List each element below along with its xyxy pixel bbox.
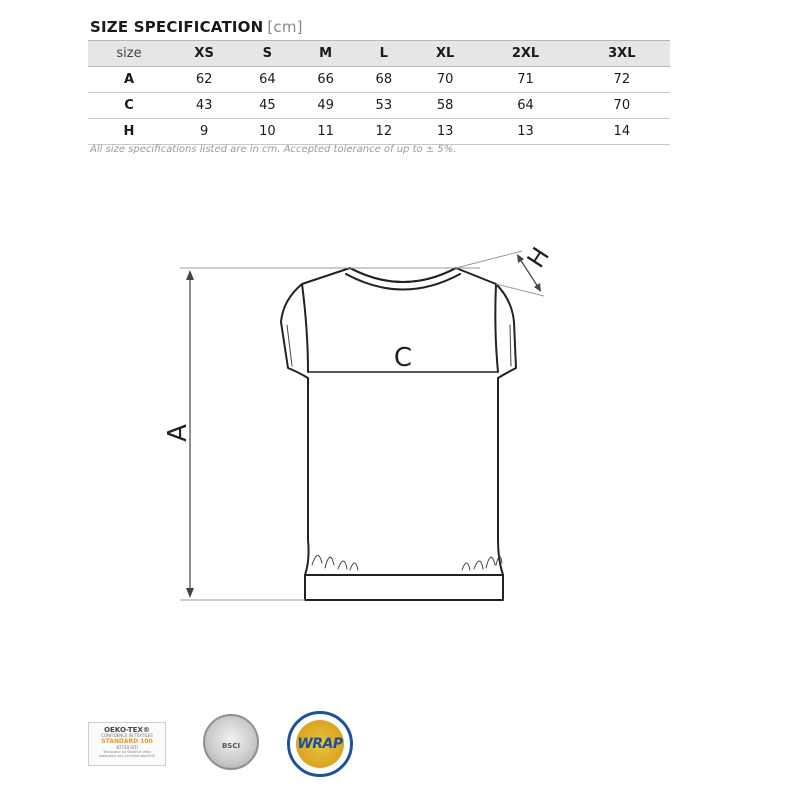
right-armhole-seam bbox=[495, 284, 498, 372]
header-size: L bbox=[355, 41, 413, 67]
shoulder-arrow-bottom bbox=[534, 283, 541, 292]
bsci-logo bbox=[203, 714, 259, 770]
table-cell: 53 bbox=[355, 93, 413, 119]
table-cell: 70 bbox=[574, 93, 670, 119]
table-cell: 13 bbox=[477, 119, 573, 145]
row-label: C bbox=[88, 93, 170, 119]
table-cell: 11 bbox=[296, 119, 354, 145]
wrap-logo bbox=[287, 711, 353, 777]
length-arrow-bottom bbox=[186, 588, 194, 598]
table-cell: 14 bbox=[574, 119, 670, 145]
shoulder-extension-1 bbox=[456, 251, 522, 268]
table-cell: 10 bbox=[238, 119, 296, 145]
title-text: SIZE SPECIFICATION bbox=[90, 18, 264, 36]
label-h: H bbox=[521, 242, 555, 273]
table-cell: 43 bbox=[170, 93, 238, 119]
tolerance-note: All size specifications listed are in cm. Accepted tolerance of up to ± 5%. bbox=[90, 144, 457, 155]
header-size: XL bbox=[413, 41, 477, 67]
tshirt-outline bbox=[281, 268, 516, 600]
header-size: XS bbox=[170, 41, 238, 67]
right-sleeve-stitch bbox=[510, 325, 511, 366]
table-cell: 70 bbox=[413, 67, 477, 93]
table-cell: 58 bbox=[413, 93, 477, 119]
oeko-tested: Testováno na škodlivé látky bbox=[102, 750, 152, 755]
length-arrow-top bbox=[186, 270, 194, 280]
wrap-name: WRAP bbox=[297, 736, 343, 752]
table-cell: 12 bbox=[355, 119, 413, 145]
row-label: H bbox=[88, 119, 170, 145]
neckline bbox=[350, 268, 456, 282]
oeko-name: OEKO-TEX® bbox=[104, 726, 150, 734]
table-cell: 45 bbox=[238, 93, 296, 119]
table-cell: 62 bbox=[170, 67, 238, 93]
header-size: 2XL bbox=[477, 41, 573, 67]
header-size: 3XL bbox=[574, 41, 670, 67]
row-label: A bbox=[88, 67, 170, 93]
table-cell: 64 bbox=[477, 93, 573, 119]
label-c: C bbox=[393, 343, 413, 373]
header-size-label: size bbox=[88, 41, 170, 67]
hem-gathers-left bbox=[312, 555, 358, 570]
table-cell: 64 bbox=[238, 67, 296, 93]
table-cell: 9 bbox=[170, 119, 238, 145]
bsci-name: BSCI bbox=[221, 742, 241, 750]
hem-gathers-right bbox=[462, 556, 502, 570]
title-unit: [cm] bbox=[267, 18, 303, 36]
oeko-tex-logo bbox=[88, 722, 166, 766]
header-size: M bbox=[296, 41, 354, 67]
oeko-url: www.oeko-tex.com/standard100 bbox=[98, 754, 156, 759]
label-a: A bbox=[163, 424, 193, 442]
table-cell: 66 bbox=[296, 67, 354, 93]
table-cell: 49 bbox=[296, 93, 354, 119]
table-cell: 13 bbox=[413, 119, 477, 145]
oeko-tagline: CONFIDENCE IN TEXTILES bbox=[101, 733, 153, 739]
left-armhole-seam bbox=[302, 284, 308, 372]
table-cell: 68 bbox=[355, 67, 413, 93]
oeko-standard: STANDARD 100 bbox=[101, 737, 153, 745]
table-cell: 71 bbox=[477, 67, 573, 93]
header-size: S bbox=[238, 41, 296, 67]
table-cell: 72 bbox=[574, 67, 670, 93]
oeko-code: 87720 ISTI bbox=[116, 744, 138, 750]
